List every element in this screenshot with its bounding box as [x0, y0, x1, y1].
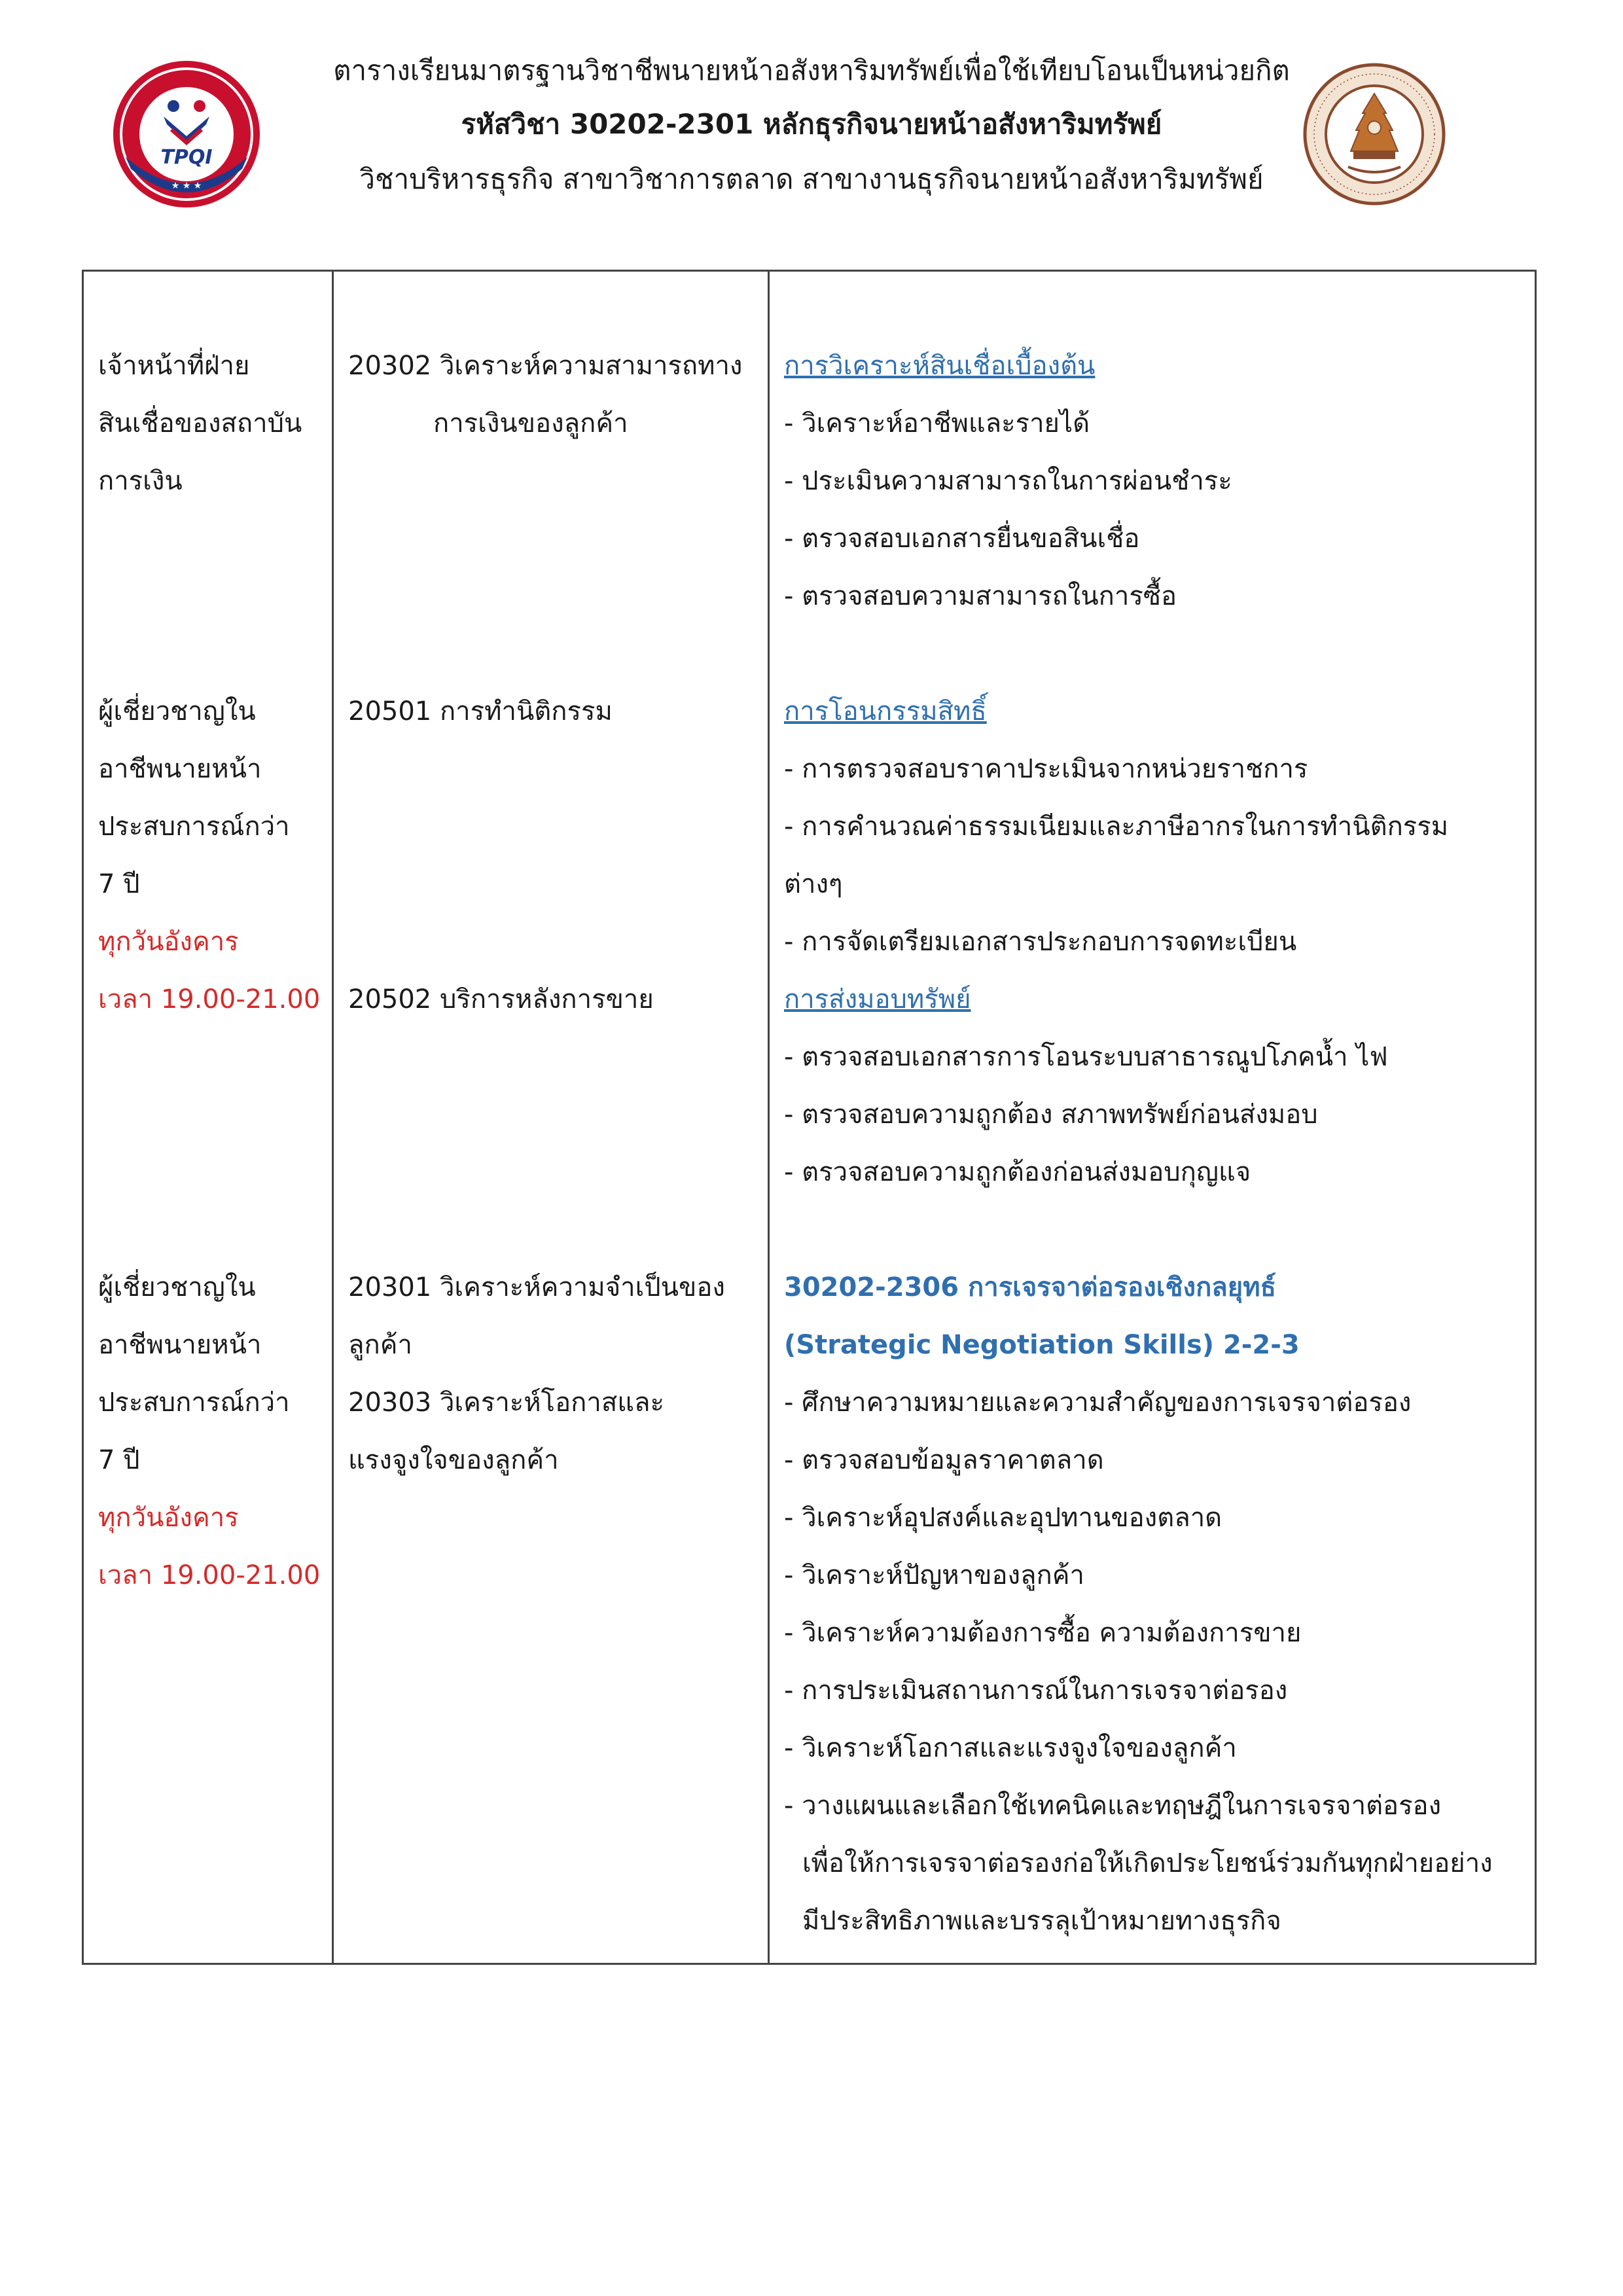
unit-text: แรงจูงใจของลูกค้า — [348, 1445, 559, 1475]
instructor-text: ประสบการณ์กว่า — [98, 812, 290, 842]
unit-text: 20501 การทำนิติกรรม — [348, 696, 613, 726]
content-item: - ตรวจสอบความถูกต้องก่อนส่งมอบกุญแจ — [784, 1157, 1251, 1187]
course-title: 30202-2306 การเจรจาต่อรองเชิงกลยุทธ์ — [784, 1272, 1277, 1302]
content-item: - วิเคราะห์โอกาสและแรงจูงใจของลูกค้า — [784, 1733, 1237, 1763]
instructor-text: อาชีพนายหน้า — [98, 1330, 262, 1360]
content-item: - วิเคราะห์ความต้องการซื้อ ความต้องการขาย — [784, 1618, 1302, 1648]
instructor-text: เจ้าหน้าที่ฝ่าย — [98, 351, 250, 381]
unit-text: ลูกค้า — [348, 1330, 412, 1360]
content-item: - ตรวจสอบความสามารถในการซื้อ — [784, 581, 1177, 611]
course-subtitle: (Strategic Negotiation Skills) 2-2-3 — [784, 1330, 1300, 1360]
instructor-text: การเงิน — [98, 466, 183, 496]
content-item: - การตรวจสอบราคาประเมินจากหน่วยราชการ — [784, 754, 1308, 784]
instructor-text: อาชีพนายหน้า — [98, 754, 262, 784]
unit-text: 20302 วิเคราะห์ความสามารถทาง — [348, 351, 743, 381]
content-item: - ตรวจสอบเอกสารยื่นขอสินเชื่อ — [784, 524, 1140, 554]
content-item: ต่างๆ — [784, 869, 843, 899]
content-item-continued: เพื่อให้การเจรจาต่อรองก่อให้เกิดประโยชน์ร่วมกันทุกฝ่ายอย่าง — [802, 1848, 1493, 1878]
unit-text: 20502 บริการหลังการขาย — [348, 984, 654, 1014]
content-item: - การจัดเตรียมเอกสารประกอบการจดทะเบียน — [784, 927, 1297, 957]
content-item: - วิเคราะห์อาชีพและรายได้ — [784, 408, 1090, 439]
instructor-text: ประสบการณ์กว่า — [98, 1388, 290, 1418]
schedule-time: เวลา 19.00-21.00 — [98, 984, 321, 1014]
topic-link[interactable]: การวิเคราะห์สินเชื่อเบื้องต้น — [784, 351, 1096, 381]
schedule-table — [82, 270, 1537, 1965]
instructor-text: สินเชื่อของสถาบัน — [98, 408, 302, 439]
schedule-day: ทุกวันอังคาร — [98, 927, 239, 957]
content-item: - ศึกษาความหมายและความสำคัญของการเจรจาต่อรอง — [784, 1388, 1412, 1418]
unit-text: 20303 วิเคราะห์โอกาสและ — [348, 1388, 665, 1418]
instructor-text: ผู้เชี่ยวชาญใน — [98, 696, 256, 726]
content-item: - ประเมินความสามารถในการผ่อนชำระ — [784, 466, 1232, 496]
schedule-day: ทุกวันอังคาร — [98, 1503, 239, 1533]
content-item: - การประเมินสถานการณ์ในการเจรจาต่อรอง — [784, 1676, 1288, 1706]
content-item: - ตรวจสอบความถูกต้อง สภาพทรัพย์ก่อนส่งมอบ — [784, 1100, 1318, 1130]
content-item: - วางแผนและเลือกใช้เทคนิคและทฤษฎีในการเจรจาต่อรอง — [784, 1791, 1442, 1821]
unit-text: การเงินของลูกค้า — [433, 408, 628, 439]
content-item: - วิเคราะห์ปัญหาของลูกค้า — [784, 1560, 1084, 1590]
header-program-line: วิชาบริหารธุรกิจ สาขาวิชาการตลาด สาขางานธุรกิจนายหน้าอสังหาริมทรัพย์ — [359, 163, 1264, 195]
institute-seal-logo — [1302, 62, 1446, 206]
page-header — [0, 0, 1623, 249]
header-course-code: รหัสวิชา 30202-2301 หลักธุรกิจนายหน้าอสังหาริมทรัพย์ — [461, 108, 1162, 140]
course-content-cell — [769, 271, 1536, 1964]
content-item: - วิเคราะห์อุปสงค์และอุปทานของตลาด — [784, 1503, 1222, 1533]
topic-link[interactable]: การโอนกรรมสิทธิ์ — [784, 696, 987, 726]
svg-text:★ ★ ★: ★ ★ ★ — [171, 181, 202, 191]
table-row — [83, 271, 1536, 1964]
tpqi-logo-text: TPQI — [160, 146, 213, 169]
schedule-time: เวลา 19.00-21.00 — [98, 1560, 321, 1590]
instructor-cell — [83, 271, 333, 1964]
content-item: - การคำนวณค่าธรรมเนียมและภาษีอากรในการทำนิติกรรม — [784, 812, 1449, 842]
instructor-text: ผู้เชี่ยวชาญใน — [98, 1272, 256, 1302]
content-item: - ตรวจสอบข้อมูลราคาตลาด — [784, 1445, 1104, 1475]
competency-unit-cell — [333, 271, 769, 1964]
topic-link[interactable]: การส่งมอบทรัพย์ — [784, 984, 971, 1014]
content-item: - ตรวจสอบเอกสารการโอนระบบสาธารณูปโภคน้ำ ไฟ — [784, 1042, 1388, 1072]
instructor-text: 7 ปี — [98, 1445, 140, 1475]
unit-text: 20301 วิเคราะห์ความจำเป็นของ — [348, 1272, 725, 1302]
instructor-text: 7 ปี — [98, 869, 140, 899]
content-item-continued: มีประสิทธิภาพและบรรลุเป้าหมายทางธุรกิจ — [802, 1906, 1281, 1936]
header-title-line-1: ตารางเรียนมาตรฐานวิชาชีพนายหน้าอสังหาริมทรัพย์เพื่อใช้เทียบโอนเป็นหน่วยกิต — [333, 54, 1290, 86]
